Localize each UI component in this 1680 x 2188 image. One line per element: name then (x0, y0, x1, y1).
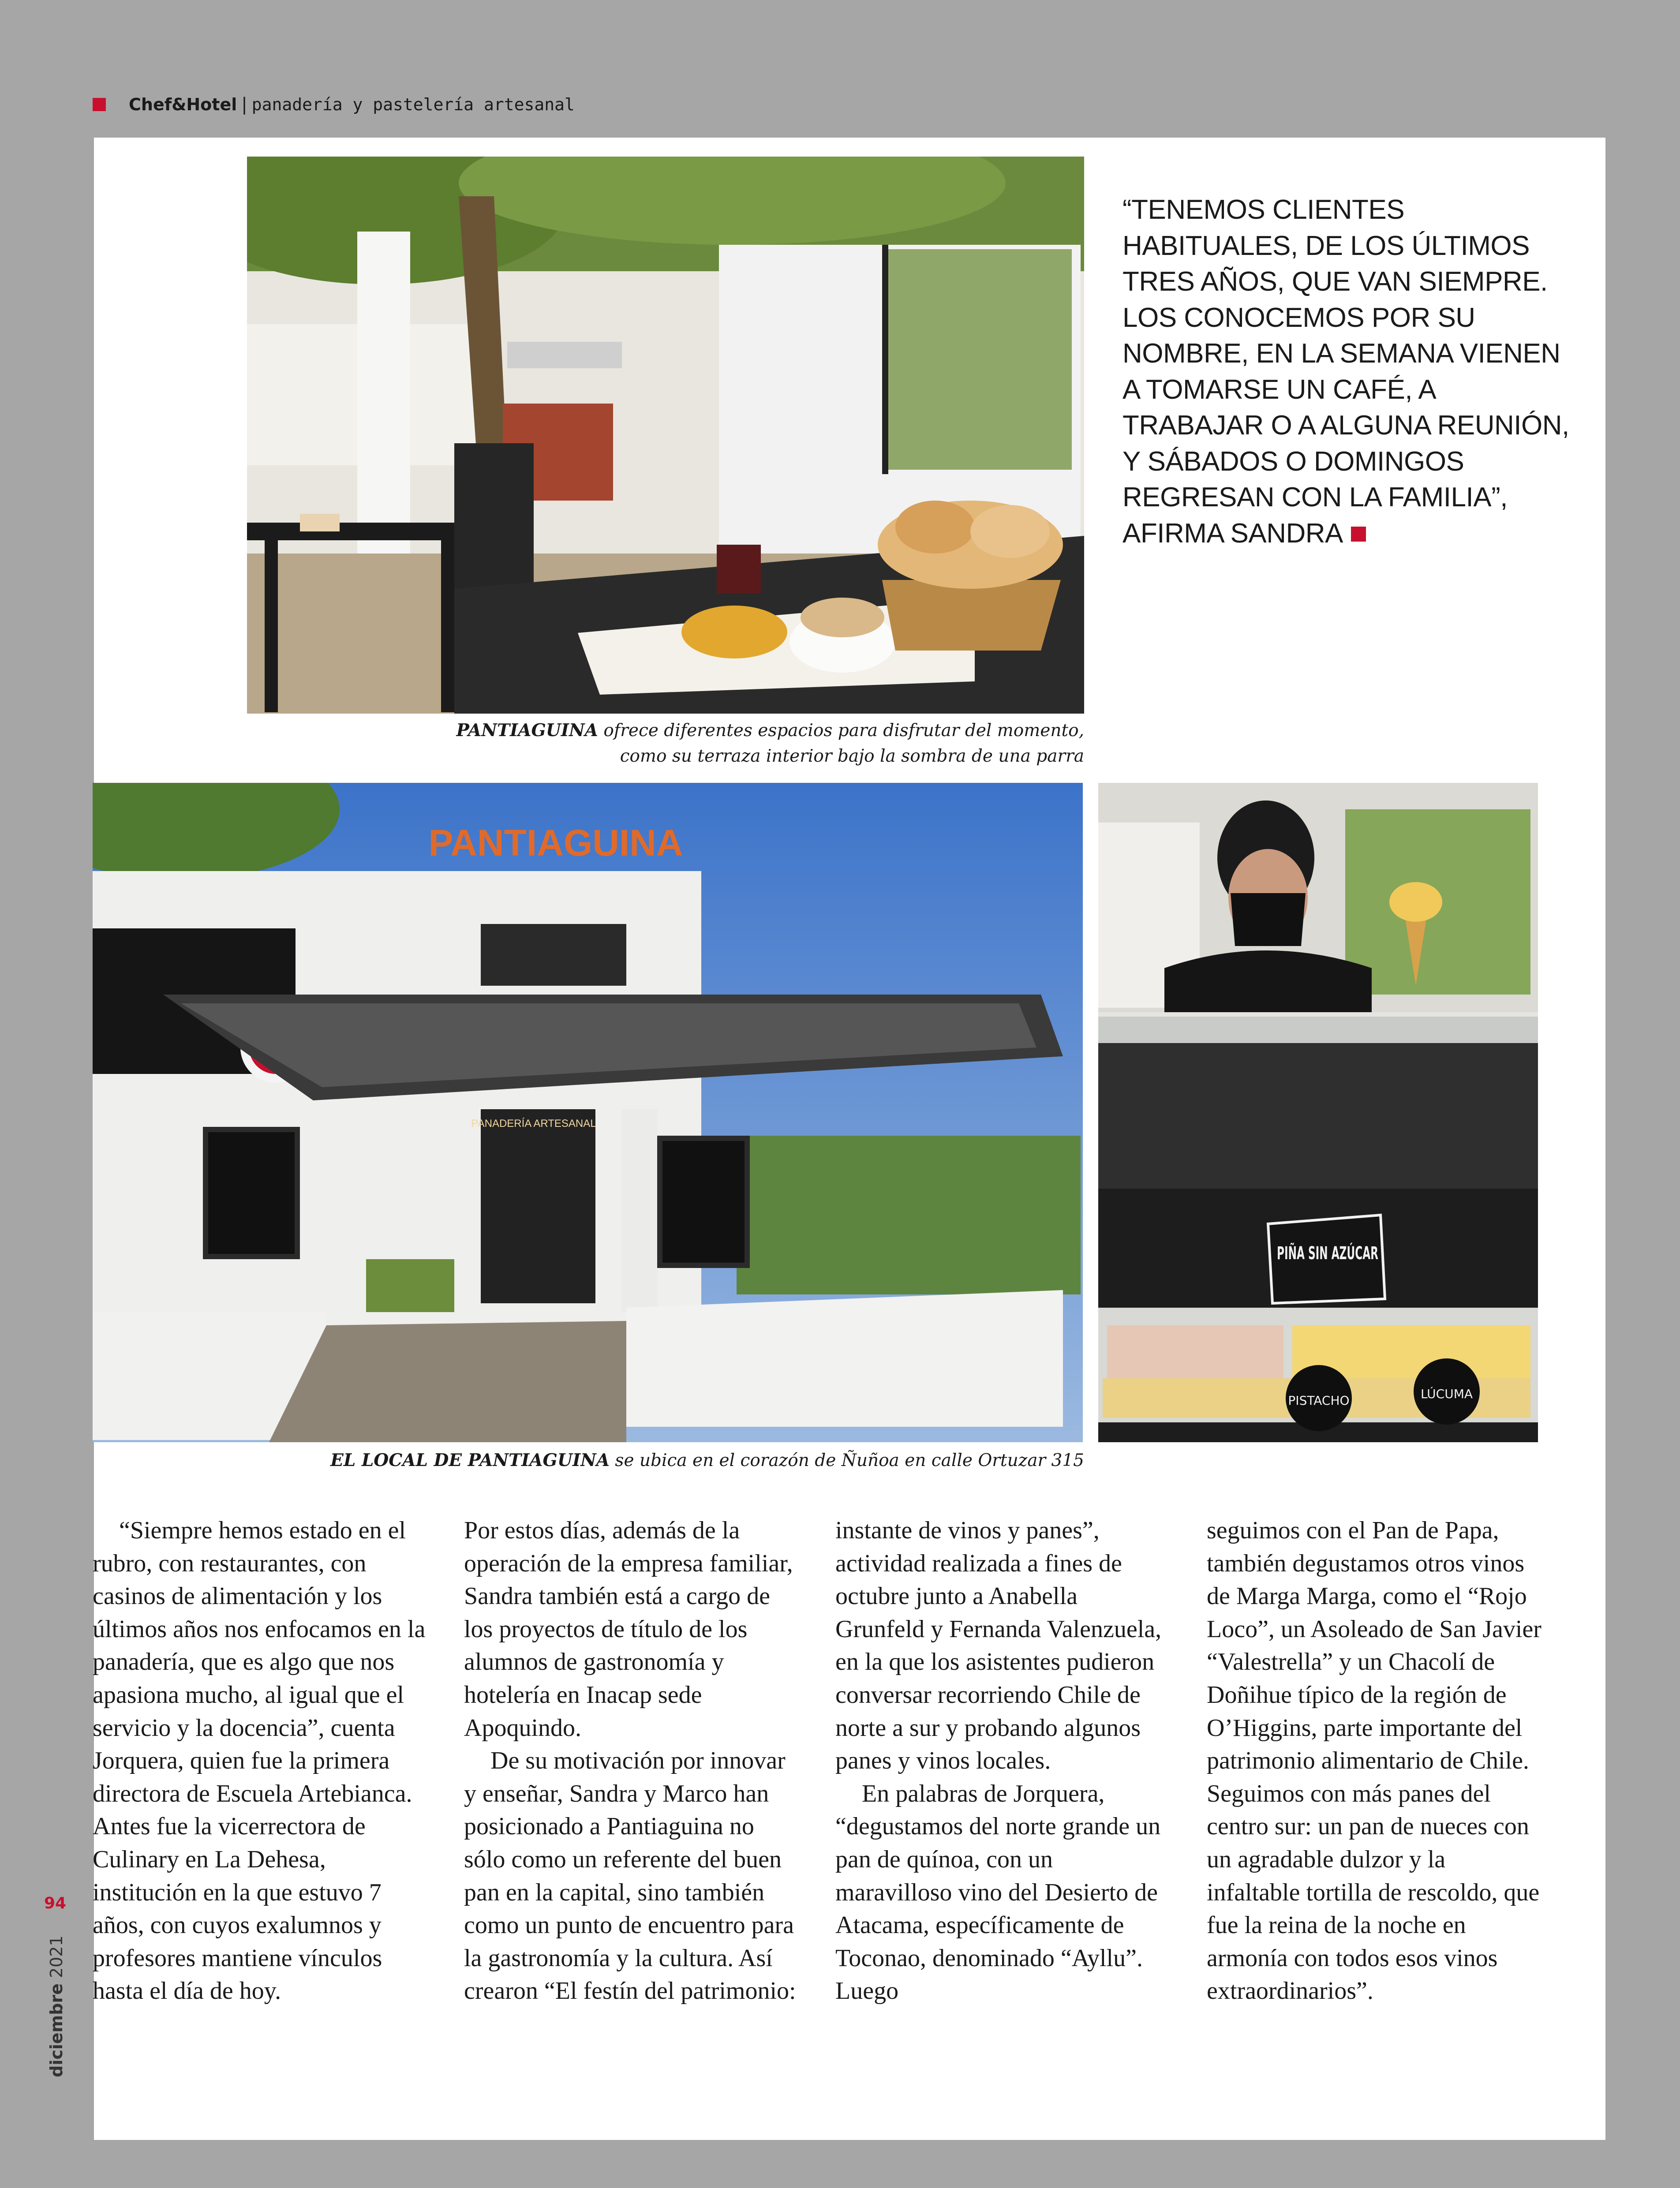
body-paragraph: “Siempre hemos estado en el rubro, con restaurantes, con casinos de alimentación y los últimos años nos enfocamos en la panadería, que es algo que nos apasiona mucho, al igual que el servicio y la docencia”, cuenta Jorquera, quien fue la primera directora de Escuela Artebianca. Antes fue la vicerrectora de Culinary en La Dehesa, institución en la que estuvo 7 años, con cuyos exalumnos y profesores mantiene vínculos hasta el día de hoy. (93, 1517, 426, 2005)
storefront-caption (247, 1447, 1084, 1474)
header-separator: | (241, 94, 247, 115)
body-paragraph: seguimos con el Pan de Papa, también degustamos otros vinos de Marga Marga, como el “Rojo Loco”, un Asoleado de San Javier “Valestrella” y un Chacolí de Doñihue típico de la región de O’Higgins, parte importante del patrimonio alimentario de Chile. Seguimos con más panes del centro sur: un pan de nueces con un agradable dulzor y la infaltable tortilla de rescoldo, que fue la reina de la noche en armonía con todos esos vinos extraordinarios”. (1207, 1517, 1542, 2005)
caption-bold-lead: PANTIAGUINA (456, 720, 598, 741)
page-number: 94 (44, 1894, 67, 1912)
body-paragraph: De su motivación por innovar y enseñar, Sandra y Marco han posicionado a Pantiaguina no sólo como un referente del buen pan en la capital, sino también como un punto de encuentro para la gastronomía y la cultura. Así crearon “El festín del patrimonio: (464, 1747, 796, 2005)
running-header (93, 94, 575, 116)
body-column-2 (464, 1514, 799, 2008)
pull-quote (1122, 192, 1572, 551)
issue-month: diciembre (47, 1983, 66, 2077)
body-column-4 (1207, 1514, 1542, 2008)
storefront-board: PANADERÍA ARTESANAL (471, 1118, 596, 1130)
caption-text: se ubica en el corazón de Ñuñoa en calle Ortuzar 315 (610, 1451, 1084, 1470)
caption-text-line-2: como su terraza interior bajo la sombra de una parra (620, 746, 1084, 766)
end-square-marker (1351, 527, 1366, 542)
storefront-photo (93, 783, 1083, 1442)
icecream-photo (1098, 783, 1538, 1442)
body-paragraph: instante de vinos y panes”, actividad realizada a fines de octubre junto a Anabella Grunfeld y Fernanda Valenzuela, en la que los asistentes pudieron conversar recorriendo Chile de norte a sur y probando algunos panes y vinos locales. (835, 1517, 1162, 1775)
magazine-brand: Chef&Hotel (129, 95, 237, 114)
flavor-label-lucuma: LÚCUMA (1420, 1387, 1473, 1401)
icecream-tag: PIÑA SIN AZÚCAR (1277, 1243, 1452, 1264)
red-square-marker (93, 98, 106, 111)
section-title: panadería y pastelería artesanal (251, 95, 575, 114)
caption-bold-lead: EL LOCAL DE PANTIAGUINA (330, 1450, 610, 1470)
pull-quote-text: “TENEMOS CLIENTES HABITUALES, DE LOS ÚLTIMOS TRES AÑOS, QUE VAN SIEMPRE. LOS CONOCEMOS POR SU NOMBRE, EN LA SEMANA VIENEN A TOMARSE UN CAFÉ, A TRABAJAR O A ALGUNA REUNIÓN, Y SÁBADOS O DOMINGOS REGRESAN CON LA FAMILIA”, AFIRMA SANDRA (1122, 194, 1569, 549)
body-column-1 (93, 1514, 428, 2008)
body-paragraph: Por estos días, además de la operación de la empresa familiar, Sandra también está a cargo de los proyectos de título de los alumnos de gastronomía y hotelería en Inacap sede Apoquindo. (464, 1517, 793, 1742)
terrace-caption (432, 718, 1084, 769)
issue-year: 2021 (47, 1935, 66, 1979)
body-paragraph: En palabras de Jorquera, “degustamos del norte grande un pan de quínoa, con un maravilloso vino del Desierto de Atacama, específicamente de Toconao, denominado “Ayllu”. Luego (835, 1780, 1161, 2005)
storefront-sign: PANTIAGUINA (428, 822, 683, 864)
issue-date (47, 1935, 66, 2077)
terrace-photo (247, 157, 1084, 714)
flavor-label-pistacho: PISTACHO (1288, 1393, 1350, 1408)
body-column-3 (835, 1514, 1171, 2008)
caption-text: ofrece diferentes espacios para disfrutar del momento, (598, 721, 1084, 741)
